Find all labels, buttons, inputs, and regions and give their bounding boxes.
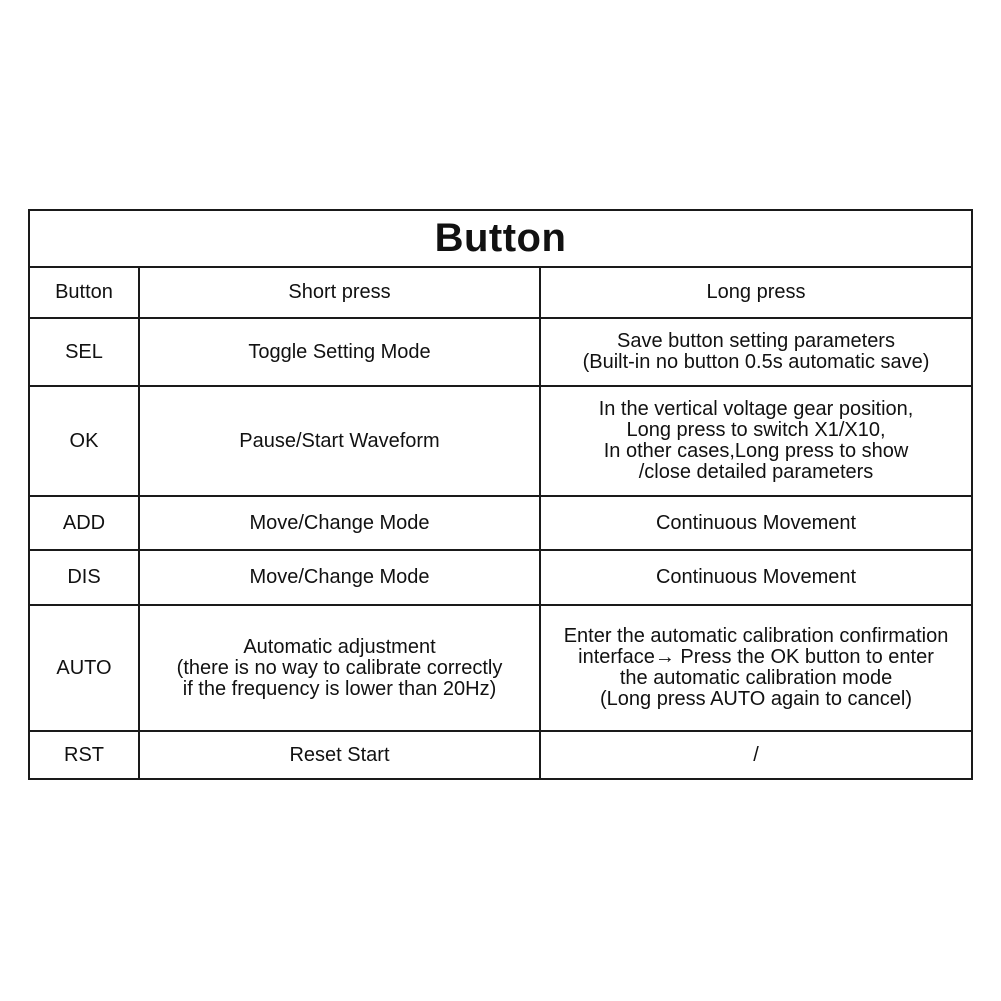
- table-row: [29, 550, 972, 605]
- table-row: [29, 386, 972, 496]
- row-long-press: Save button setting parameters (Built-in no button 0.5s automatic save): [540, 318, 972, 386]
- row-short-press: Move/Change Mode: [139, 496, 540, 550]
- header-short-press: Short press: [139, 267, 540, 318]
- row-long-press: Enter the automatic calibration confirmation interface→ Press the OK button to enter the automatic calibration mode (Long press AUTO again to cancel): [540, 605, 972, 731]
- table-title: Button: [29, 210, 972, 267]
- row-long-press: /: [540, 731, 972, 779]
- row-short-press: Toggle Setting Mode: [139, 318, 540, 386]
- row-button-name: DIS: [29, 550, 139, 605]
- header-button: Button: [29, 267, 139, 318]
- row-long-press: Continuous Movement: [540, 496, 972, 550]
- row-button-name: RST: [29, 731, 139, 779]
- table-row: [29, 496, 972, 550]
- row-short-press: Pause/Start Waveform: [139, 386, 540, 496]
- row-button-name: AUTO: [29, 605, 139, 731]
- row-button-name: SEL: [29, 318, 139, 386]
- button-function-table: [28, 209, 973, 780]
- table-row: [29, 731, 972, 779]
- table-row: [29, 318, 972, 386]
- header-long-press: Long press: [540, 267, 972, 318]
- row-button-name: ADD: [29, 496, 139, 550]
- row-long-press: Continuous Movement: [540, 550, 972, 605]
- table-header-row: [29, 267, 972, 318]
- table-row: [29, 605, 972, 731]
- table-title-row: [29, 210, 972, 267]
- row-long-press: In the vertical voltage gear position, Long press to switch X1/X10, In other cases,Long press to show /close detailed parameters: [540, 386, 972, 496]
- row-short-press: Automatic adjustment (there is no way to calibrate correctly if the frequency is lower than 20Hz): [139, 605, 540, 731]
- row-short-press: Move/Change Mode: [139, 550, 540, 605]
- row-short-press: Reset Start: [139, 731, 540, 779]
- row-button-name: OK: [29, 386, 139, 496]
